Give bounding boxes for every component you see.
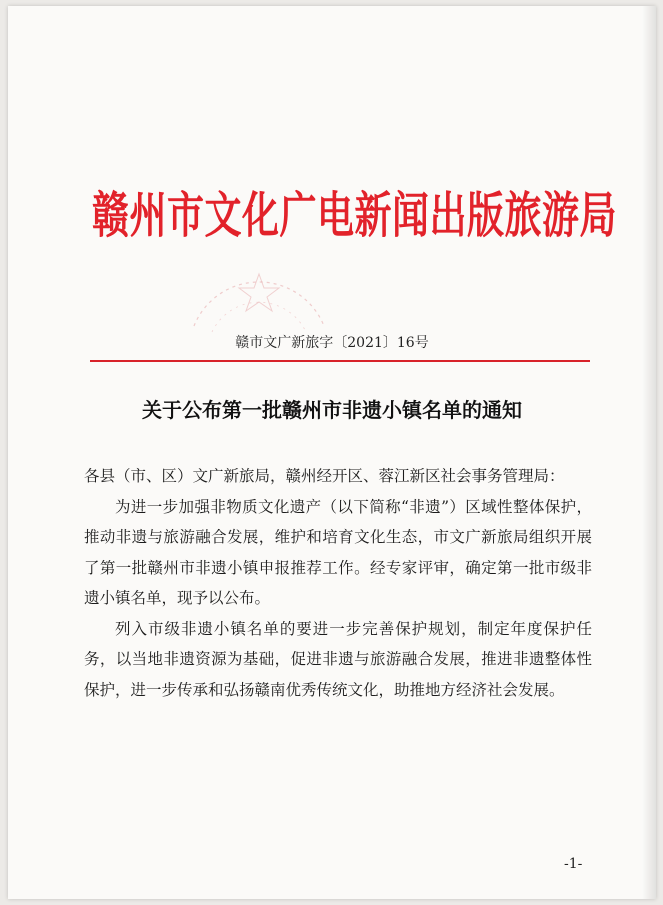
body-paragraph-1: 为进一步加强非物质文化遗产（以下简称“非遗”）区域性整体保护，推动非遗与旅游融合发展，维护和培育文化生态，市文广新旅局组织开展了第一批赣州市非遗小镇申报推荐工作。经专家评审，确定第一批市级非遗小镇名单，现予以公布。 [84, 497, 592, 607]
seal-stamp-mark [184, 236, 334, 346]
salutation: 各县（市、区）文广新旅局，赣州经开区、蓉江新区社会事务管理局： [84, 467, 565, 485]
page-edge-shadow [642, 6, 656, 899]
document-number: 赣市文广新旅字〔2021〕16号 [235, 335, 429, 351]
agency-header: 赣州市文化广电新闻出版旅游局 [92, 187, 617, 244]
document-page [8, 6, 656, 899]
notice-title: 关于公布第一批赣州市非遗小镇名单的通知 [142, 398, 522, 422]
red-divider-line [90, 360, 590, 362]
page-number: -1- [564, 856, 583, 872]
body-paragraph-2: 列入市级非遗小镇名单的要进一步完善保护规划，制定年度保护任务，以当地非遗资源为基础，促进非遗与旅游融合发展，推进非遗整体性保护，进一步传承和弘扬赣南优秀传统文化，助推地方经济社会发展。 [84, 619, 592, 699]
notice-body [84, 461, 592, 705]
